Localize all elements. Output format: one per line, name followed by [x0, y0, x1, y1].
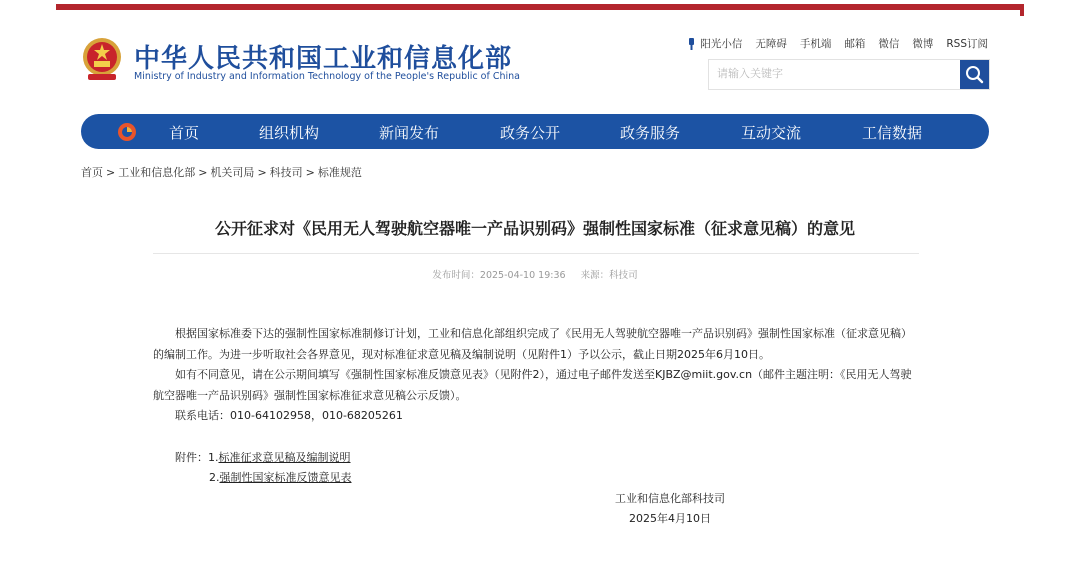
top-link-accessibility[interactable]: 无障碍 [755, 38, 787, 50]
signature-date: 2025年4月10日 [629, 512, 711, 525]
breadcrumb [81, 164, 362, 180]
top-link-wechat[interactable]: 微信 [878, 38, 900, 50]
article-title: 公开征求对《民用无人驾驶航空器唯一产品识别码》强制性国家标准（征求意见稿）的意见 [214, 219, 855, 238]
source-label: 来源： [580, 270, 610, 281]
top-links [687, 36, 988, 51]
nav-item-interaction[interactable]: 互动交流 [741, 124, 802, 142]
attachment-row [175, 448, 352, 468]
breadcrumb-separator: > [257, 166, 267, 179]
publish-value: 2025-04-10 19:36 [479, 270, 566, 281]
breadcrumb-separator: > [305, 166, 315, 179]
breadcrumb-ministry[interactable]: 工业和信息化部 [118, 166, 196, 179]
article-source [581, 270, 638, 281]
site-title[interactable]: 中华人民共和国工业和信息化部 [134, 44, 513, 74]
nav-item-gov-info[interactable]: 政务公开 [500, 124, 561, 142]
attachment-prefix: 2. [209, 471, 220, 484]
article-paragraph: 如有不同意见，请在公示期间填写《强制性国家标准反馈意见表》（见附件2），通过电子邮件发送至KJBZ@miit.gov.cn（邮件主题注明：《民用无人驾驶航空器唯一产品识别码》强制性国家标准征求意见稿公示反馈）。 [153, 368, 912, 402]
breadcrumb-separator: > [198, 166, 208, 179]
site-subtitle: Ministry of Industry and Information Technology of the People's Republic of China [134, 71, 520, 82]
signature-block [600, 489, 740, 529]
article-meta [150, 267, 920, 281]
breadcrumb-standards[interactable]: 标准规范 [317, 166, 362, 179]
nav-logo-icon[interactable] [117, 122, 137, 142]
top-link-rss[interactable]: RSS订阅 [946, 38, 988, 50]
attachment-link-1[interactable]: 标准征求意见稿及编制说明 [218, 451, 351, 464]
source-value: 科技司 [609, 270, 638, 281]
main-nav [81, 114, 989, 149]
top-red-bar-end [1020, 4, 1024, 16]
publish-time [432, 270, 565, 281]
search-input[interactable] [709, 60, 963, 87]
top-link-sunshine[interactable] [687, 36, 742, 51]
attachment-prefix: 1. [208, 451, 219, 464]
article-paragraph: 根据国家标准委下达的强制性国家标准制修订计划，工业和信息化部组织完成了《民用无人驾驶航空器唯一产品识别码》强制性国家标准（征求意见稿）的编制工作。为进一步听取社会各界意见，现对标准征求意见稿及编制说明（见附件1）予以公示，截止日期2025年6月10日。 [153, 327, 912, 361]
sun-icon [687, 38, 696, 50]
publish-label: 发布时间： [432, 270, 480, 281]
breadcrumb-separator: > [106, 166, 116, 179]
title-divider [153, 253, 919, 254]
search-button[interactable] [960, 60, 989, 89]
attachment-row [175, 468, 352, 488]
attachments [175, 448, 352, 488]
signature: 工业和信息化部科技司 [615, 492, 725, 505]
attachment-link-2[interactable]: 强制性国家标准反馈意见表 [219, 471, 352, 484]
breadcrumb-departments[interactable]: 机关司局 [210, 166, 255, 179]
national-emblem-icon[interactable] [80, 36, 124, 82]
top-link-mobile[interactable]: 手机端 [799, 38, 832, 50]
attachments-label: 附件： [175, 451, 208, 464]
nav-item-news[interactable]: 新闻发布 [379, 124, 440, 142]
contact-phone: 联系电话：010-64102958，010-68205261 [175, 409, 403, 422]
nav-item-organization[interactable]: 组织机构 [259, 124, 320, 142]
top-link-mail[interactable]: 邮箱 [844, 38, 866, 50]
search-icon [960, 60, 989, 89]
top-link-weibo[interactable]: 微博 [912, 38, 934, 50]
breadcrumb-tech-dept[interactable]: 科技司 [269, 166, 303, 179]
top-link-label: 阳光小信 [700, 38, 743, 50]
breadcrumb-home[interactable]: 首页 [81, 166, 103, 179]
nav-item-data[interactable]: 工信数据 [862, 124, 923, 142]
nav-item-home[interactable]: 首页 [169, 124, 200, 142]
article-body [153, 324, 921, 427]
top-red-bar [56, 4, 1024, 10]
search-box [708, 59, 990, 90]
nav-item-gov-service[interactable]: 政务服务 [620, 124, 681, 142]
